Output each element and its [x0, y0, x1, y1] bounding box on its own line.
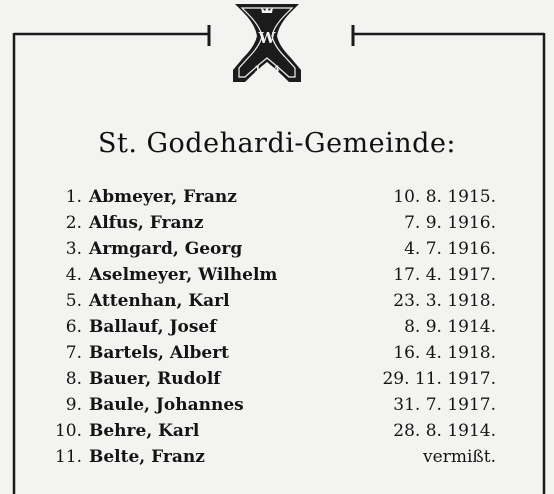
- entry-number: 2.: [65, 213, 82, 233]
- list-item: [40, 392, 510, 418]
- entry-number: 6.: [65, 317, 82, 337]
- entry-date: 28. 8. 1914.: [393, 421, 496, 441]
- list-item: [40, 288, 510, 314]
- list-item: [40, 418, 510, 444]
- entry-name: Bartels, Albert: [89, 343, 230, 363]
- entry-name: Ballauf, Josef: [89, 317, 217, 337]
- list-item: [40, 366, 510, 392]
- entry-name: Belte, Franz: [89, 447, 205, 467]
- entry-name: Armgard, Georg: [89, 239, 243, 259]
- entry-name: Bauer, Rudolf: [89, 369, 221, 389]
- entry-name: Alfus, Franz: [89, 213, 204, 233]
- entry-date: vermißt.: [423, 447, 496, 467]
- page-title: St. Godehardi-Gemeinde:: [97, 128, 457, 159]
- emblem-year: 1914: [254, 65, 280, 75]
- entry-name: Behre, Karl: [89, 421, 200, 441]
- entry-name: Abmeyer, Franz: [89, 187, 237, 207]
- entry-number: 3.: [65, 239, 82, 259]
- entry-date: 29. 11. 1917.: [382, 369, 496, 389]
- name-list: [40, 184, 510, 470]
- entry-date: 23. 3. 1918.: [393, 291, 496, 311]
- iron-cross-icon: [229, 2, 305, 84]
- emblem-letter: W: [258, 29, 276, 47]
- entry-number: 8.: [65, 369, 82, 389]
- entry-date: 16. 4. 1918.: [393, 343, 496, 363]
- entry-number: 5.: [65, 291, 82, 311]
- entry-name: Attenhan, Karl: [89, 291, 230, 311]
- list-item: [40, 444, 510, 470]
- list-item: [40, 184, 510, 210]
- entry-number: 11.: [54, 447, 82, 467]
- entry-date: 7. 9. 1916.: [404, 213, 496, 233]
- list-item: [40, 314, 510, 340]
- entry-number: 10.: [54, 421, 82, 441]
- list-item: [40, 236, 510, 262]
- entry-date: 17. 4. 1917.: [393, 265, 496, 285]
- entry-name: Aselmeyer, Wilhelm: [89, 265, 278, 285]
- entry-name: Baule, Johannes: [89, 395, 244, 415]
- entry-date: 31. 7. 1917.: [393, 395, 496, 415]
- list-item: [40, 262, 510, 288]
- entry-date: 4. 7. 1916.: [404, 239, 496, 259]
- entry-number: 9.: [65, 395, 82, 415]
- entry-date: 10. 8. 1915.: [393, 187, 496, 207]
- list-item: [40, 210, 510, 236]
- entry-date: 8. 9. 1914.: [404, 317, 496, 337]
- entry-number: 7.: [65, 343, 82, 363]
- list-item: [40, 340, 510, 366]
- entry-number: 4.: [65, 265, 82, 285]
- entry-number: 1.: [65, 187, 82, 207]
